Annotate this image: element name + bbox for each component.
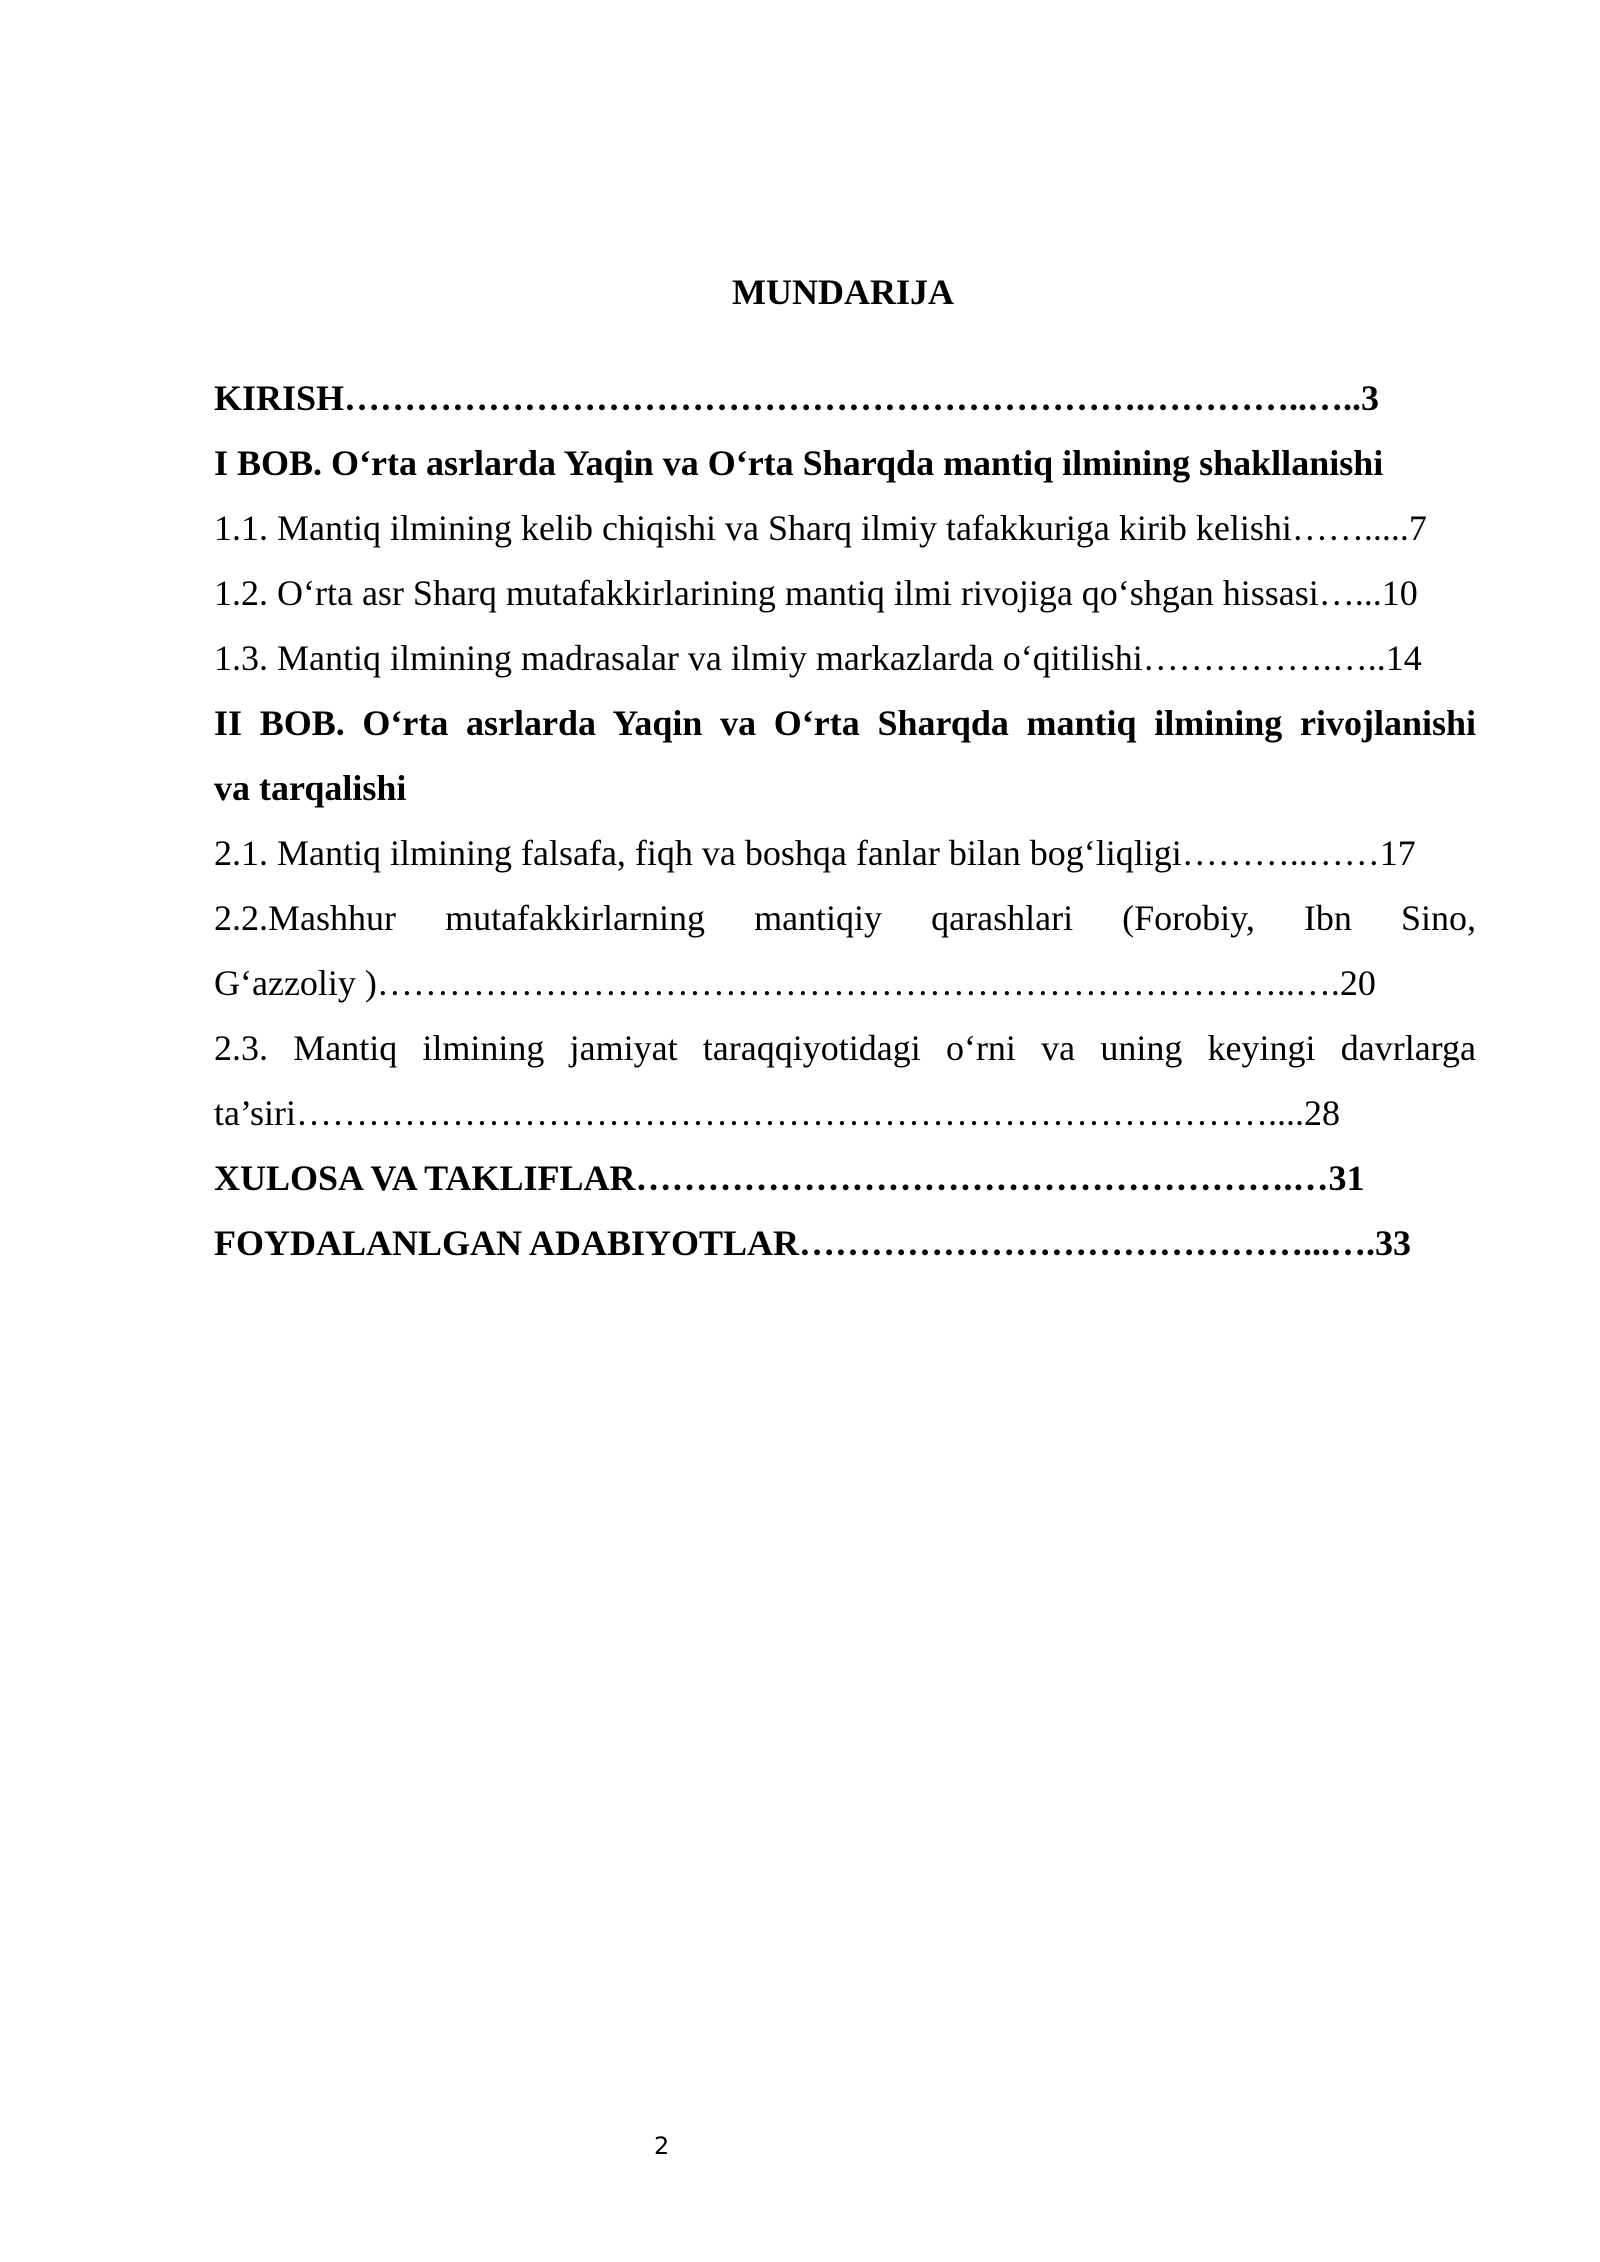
toc-entry-references: FOYDALANLGAN ADABIYOTLAR……………………………………...….33 [214, 1223, 1412, 1263]
toc-section-2-3-line-1: 2.3. Mantiq ilmining jamiyat taraqqiyotidagi o‘rni va uning keyingi davrlarga [214, 1028, 1476, 1068]
toc-section-2-2-line-1: 2.2.Mashhur mutafakkirlarning mantiqiy qarashlari (Forobiy, Ibn Sino, [214, 898, 1476, 938]
page-number: 2 [654, 2132, 670, 2160]
toc-section-1-2: 1.2. O‘rta asr Sharq mutafakkirlarining mantiq ilmi rivojiga qo‘shgan hissasi…...10 [214, 573, 1418, 613]
table-of-contents [214, 366, 1476, 1276]
toc-chapter-2-heading-line-1: II BOB. O‘rta asrlarda Yaqin va O‘rta Sharqda mantiq ilmining rivojlanishi [214, 703, 1476, 743]
toc-section-2-1: 2.1. Mantiq ilmining falsafa, fiqh va boshqa fanlar bilan bog‘liqligi………..……17 [214, 833, 1416, 873]
toc-entry-conclusion: XULOSA VA TAKLIFLAR……………………………………………….…31 [214, 1158, 1365, 1198]
title-text: MUNDARIJA [732, 272, 954, 312]
toc-chapter-2-heading-line-2: va tarqalishi [214, 768, 407, 808]
toc-section-2-2-line-2: G‘azzoliy )…………………………………………………………………..….20 [214, 963, 1376, 1003]
toc-section-1-3: 1.3. Mantiq ilmining madrasalar va ilmiy markazlarda o‘qitilishi…………….…..14 [214, 638, 1422, 678]
toc-chapter-1-heading: I BOB. O‘rta asrlarda Yaqin va O‘rta Sharqda mantiq ilmining shakllanishi [214, 443, 1384, 483]
toc-section-2-3-line-2: ta’siri………………………………………………………………………....28 [214, 1093, 1340, 1133]
toc-entry-introduction: KIRISH………………………………………………………….…………..…..3 [214, 378, 1380, 418]
toc-section-1-1: 1.1. Mantiq ilmining kelib chiqishi va Sharq ilmiy tafakkuriga kirib kelishi…….....7 [214, 508, 1427, 548]
